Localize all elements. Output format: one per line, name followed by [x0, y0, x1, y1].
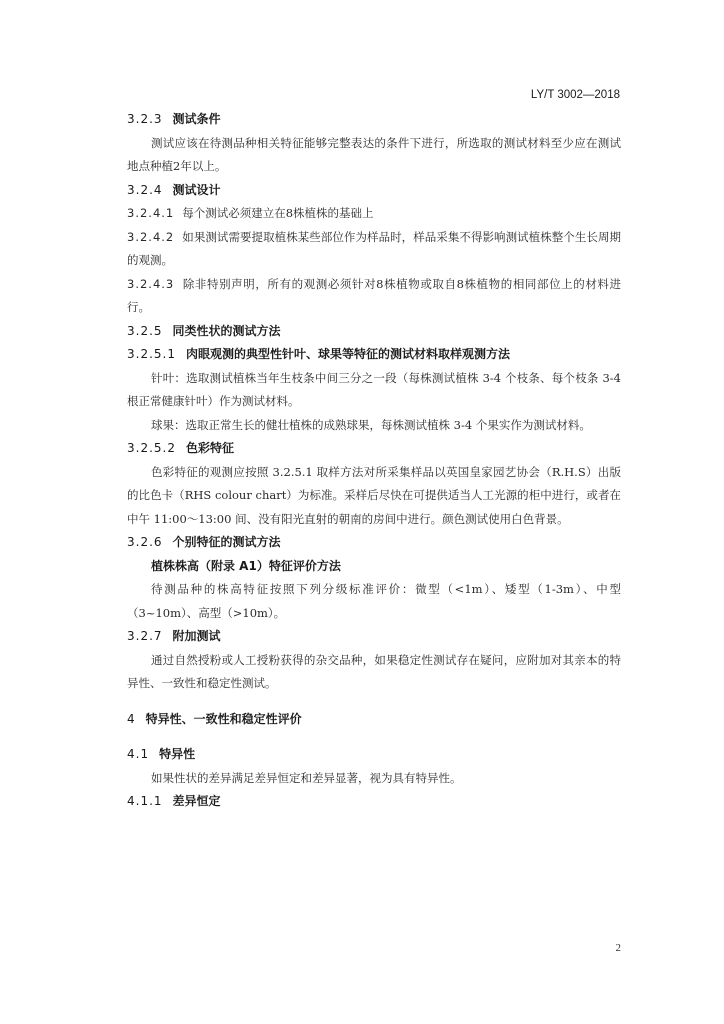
- standard-code: LY/T 3002—2018: [530, 89, 620, 101]
- heading-3-2-6: [127, 531, 621, 555]
- clause-3-2-4-3: [127, 273, 621, 320]
- heading-number: 4.1.1: [127, 794, 163, 808]
- heading-3-2-5-1: [127, 343, 621, 367]
- paragraph: 针叶：选取测试植株当年生枝条中间三分之一段（每株测试植株 3-4 个枝条、每个枝条 3-4 根正常健康针叶）作为测试材料。: [127, 370, 621, 408]
- heading-title: 特异性: [159, 747, 196, 761]
- heading-3-2-5: [127, 320, 621, 344]
- heading-title: 测试条件: [172, 112, 221, 126]
- heading-number: 4.1: [127, 747, 150, 761]
- heading-number: 4: [127, 711, 136, 726]
- paragraph: 色彩特征的观测应按照 3.2.5.1 取样方法对所采集样品以英国皇家园艺协会（R.H.S）出版的比色卡（RHS colour chart）为标准。采样后尽快在可提供适当人工光源的柜中进行，或者在中午 11:00～13:00 间、没有阳光直射的朝南的房间中进行。颜色测试使用白色背景。: [127, 464, 621, 526]
- heading-3-2-7: [127, 625, 621, 649]
- heading-number: 3.2.3: [127, 112, 163, 126]
- subheading-plant-height: 植株株高（附录 A1）特征评价方法: [151, 558, 341, 573]
- heading-4: [127, 708, 621, 732]
- heading-4-1: [127, 743, 621, 767]
- clause-text: 每个测试必须建立在8株植株的基础上: [182, 206, 374, 220]
- heading-number: 3.2.5.1: [127, 347, 176, 361]
- clause-text: 除非特别声明，所有的观测必须针对8株植物或取自8株植物的相同部位上的材料进行。: [127, 276, 621, 314]
- document-body: [127, 108, 621, 814]
- clause-text: 如果测试需要提取植株某些部位作为样品时，样品采集不得影响测试植株整个生长周期的观测。: [127, 229, 621, 267]
- heading-number: 3.2.5: [127, 323, 163, 338]
- paragraph: 如果性状的差异满足差异恒定和差异显著，视为具有特异性。: [151, 770, 462, 785]
- clause-3-2-4-2: [127, 226, 621, 273]
- heading-title: 肉眼观测的典型性针叶、球果等特征的测试材料取样观测方法: [185, 347, 510, 361]
- heading-title: 特异性、一致性和稳定性评价: [145, 711, 302, 726]
- clause-3-2-4-1: [127, 202, 621, 226]
- heading-number: 3.2.6: [127, 535, 163, 549]
- heading-3-2-5-2: [127, 437, 621, 461]
- paragraph: 通过自然授粉或人工授粉获得的杂交品种，如果稳定性测试存在疑问，应附加对其亲本的特异性、一致性和稳定性测试。: [127, 652, 621, 690]
- heading-3-2-4: [127, 179, 621, 203]
- paragraph: 待测品种的株高特征按照下列分级标准评价：微型（<1m）、矮型（1-3m）、中型（3~10m）、高型（>10m）。: [127, 582, 621, 620]
- clause-number: 3.2.4.2: [127, 229, 175, 244]
- paragraph: 球果：选取正常生长的健壮植株的成熟球果，每株测试植株 3-4 个果实作为测试材料。: [151, 417, 591, 432]
- heading-4-1-1: [127, 790, 621, 814]
- heading-title: 附加测试: [172, 629, 221, 643]
- page-number: 2: [615, 942, 621, 954]
- clause-number: 3.2.4.3: [127, 276, 175, 291]
- heading-title: 个别特征的测试方法: [172, 535, 281, 549]
- heading-number: 3.2.5.2: [127, 441, 176, 455]
- heading-number: 3.2.4: [127, 182, 163, 197]
- clause-number: 3.2.4.1: [127, 206, 175, 220]
- heading-title: 同类性状的测试方法: [172, 323, 281, 338]
- paragraph: 测试应该在待测品种相关特征能够完整表达的条件下进行，所选取的测试材料至少应在测试地点种植2年以上。: [127, 135, 621, 173]
- heading-number: 3.2.7: [127, 629, 163, 643]
- heading-title: 差异恒定: [172, 794, 221, 808]
- heading-3-2-3: [127, 108, 621, 132]
- heading-title: 测试设计: [172, 182, 221, 197]
- heading-title: 色彩特征: [185, 441, 234, 455]
